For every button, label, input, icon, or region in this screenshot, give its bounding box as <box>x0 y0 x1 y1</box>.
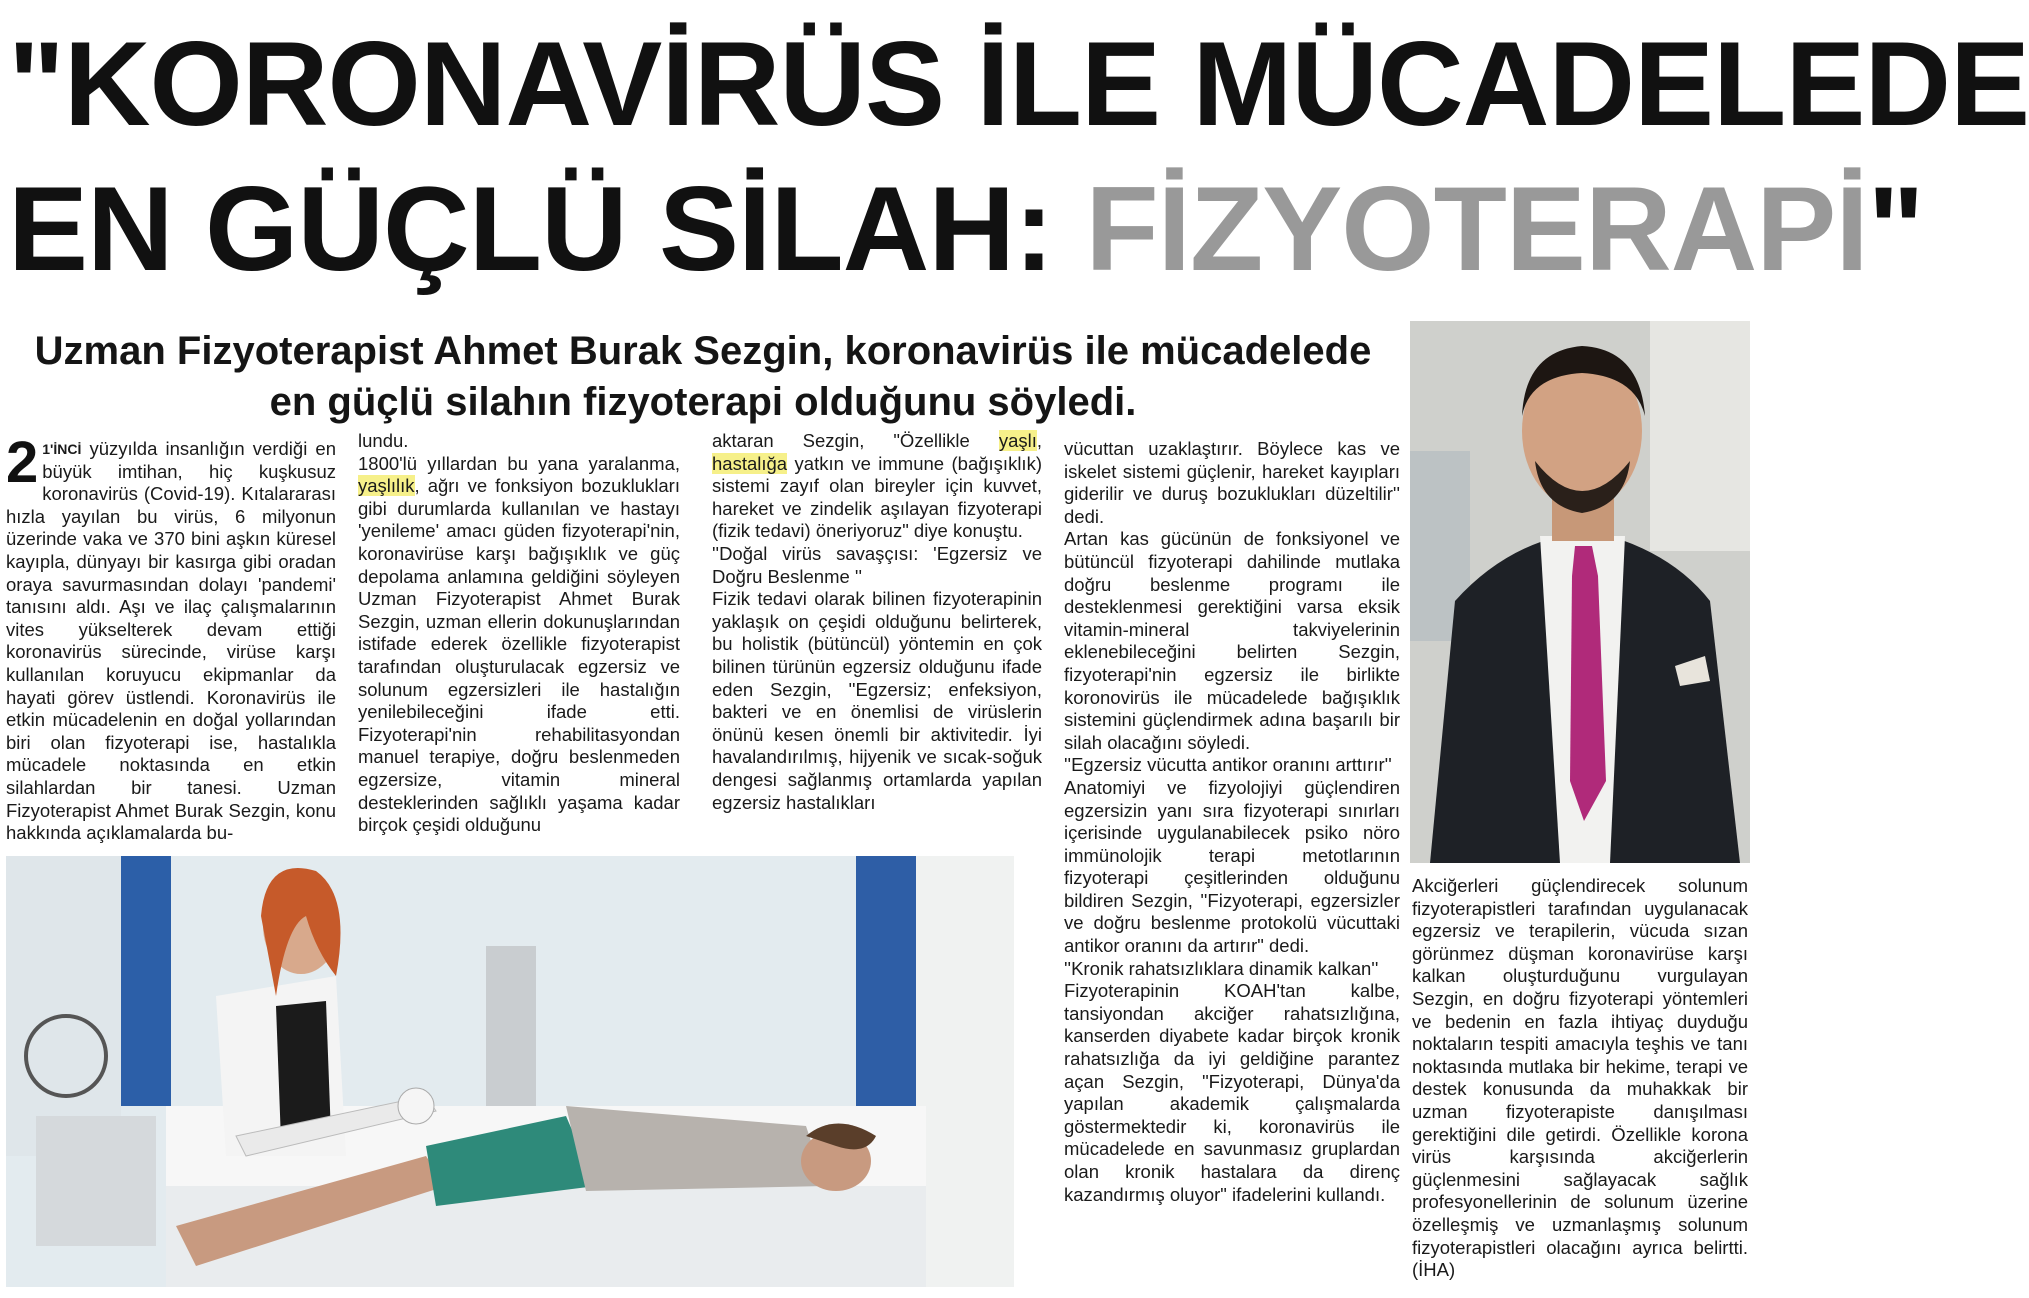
column-4-text-f: Fizyoterapinin KOAH'tan kalbe, tansiyondan akciğer rahatsızlığına, kanserden diyabete kadar birçok kronik rahatsızlığa da iyi geldiğine parantez açan Sezgin, "Fizyoterapi, Dünya'da yapılan akademik çalışmalarda göstermektedir ki, koronavirüs ile mücadelede en savunmasız gruplardan olan kronik hastalara da direnç kazandırmış oluyor" ifadelerini kullandı. <box>1064 980 1400 1205</box>
highlighted-word: hastalığa <box>712 452 788 474</box>
drop-cap: 2 <box>6 430 39 495</box>
therapy-illustration <box>6 856 1014 1287</box>
column-2-text-a: 1800'lü yıllardan bu yana yaralanma, <box>358 452 680 474</box>
therapy-photo <box>6 856 1014 1287</box>
headline-text-2: EN GÜÇLÜ SİLAH: <box>8 162 1086 296</box>
section-heading: ''Egzersiz vücutta antikor oranını arttırır'' <box>1064 754 1392 776</box>
column-2-text-b: , ağrı ve fonksiyon bozuklukları gibi durumlarda kullanılan ve hastayı 'yenileme' amacı güden fizyoterapi'nin, koronavirüse karşı bağışıklık ve güç depolama anlamına geldiğini söyleyen Uzman Fizyoterapist Ahmet Burak Sezgin, uzman ellerin dokunuşlarından istifade ederek özellikle fizyoterapist tarafından oluşturulacak egzersiz ve solunum egzersizleri ile hastalığın yenilebileceğini ifade etti. Fizyoterapi'nin rehabilitasyondan manuel terapiye, doğru beslenmeden egzersize, vitamin mineral desteklerinden sağlıklı yaşama kadar birçok çeşidi olduğunu <box>358 475 680 836</box>
headline-line-2 <box>8 162 1924 296</box>
portrait-photo <box>1410 321 1750 863</box>
highlighted-word: yaşlı <box>998 430 1037 451</box>
drop-cap-suffix: 1'İNCİ <box>42 441 82 457</box>
portrait-illustration <box>1410 321 1750 863</box>
article-column-1 <box>6 430 336 858</box>
column-4-text-a: vücuttan uzaklaştırır. Böylece kas ve iskelet sistemi güçlenir, hareket kayıpları giderilir ve duruş bozuklukları düzeltilir'' dedi. <box>1064 438 1400 527</box>
column-3-text-c: yatkın ve immune (bağışıklık) sistemi zayıf olan bireyler için kuvvet, hareket ve zindelik aşılayan fizyoterapi (fizik tedavi) öneriyoruz" diye konuştu. <box>712 452 1042 542</box>
column-3-text-a: aktaran Sezgin, "Özellikle <box>712 430 999 451</box>
column-5-text: Akciğerleri güçlendirecek solunum fizyoterapistleri tarafından uygulanacak egzersiz ve terapilerin, vücuda sızan görünmez düşman koronavirüse karşı kalkan oluşturduğunu vurgulayan Sezgin, en doğru fizyoterapi yöntemleri ve bedenin en fazla ihtiyaç duyduğu noktaların tespiti amacıyla teşhis ve tanı noktasında mutlaka bir hekime, terapi ve destek konusunda da muhakkak bir uzman fizyoterapiste danışılması gerektiğini dile getirdi. Özellikle korona virüs karşısında akciğerlerin güçlenmesini sağlayacak sağlık profesyonellerinin de solunum üzerine özelleşmiş ve uzmanlaşmış solunum fizyoterapistleri olacağını ayrıca belirtti. (İHA) <box>1412 875 1748 1281</box>
column-4-text-b: Artan kas gücünün de fonksiyonel ve bütüncül fizyoterapi dahilinde mutlaka doğru beslenme programı ile desteklenmesi gerektiğini varsa eksik vitamin-mineral takviyelerinin eklenebileceğini belirten Sezgin, fizyoterapi'nin egzersiz ile birlikte koronovirüs ile mücadelede bağışıklık sistemini güçlendirmek adına başarılı bir silah olacağını söyledi. <box>1064 528 1400 753</box>
article-column-5 <box>1412 875 1748 1285</box>
article-column-3 <box>712 430 1042 850</box>
column-1-text: yüzyılda insanlığın verdiği en büyük imtihan, hiç kuşkusuz koronavirüs (Covid-19). Kıtalararası hızla yayılan bu virüs, 6 milyonun üzerinde vaka ve 370 bini aşkın küresel kayıpla, dünyayı bir kasırga gibi oradan oraya savurmasından dolayı 'pandemi' tanısını aldı. Aşı ve ilaç çalışmalarının vites yükselterek devam ettiği koronavirüs sürecinde, virüse karşı kullanılan koruyucu ekipmanlar da hayati görev üstlendi. Koronavirüs ile etkin mücadelenin en doğal yollarından biri olan fizyoterapi ise, hastalıkla mücadele noktasında en etkin silahlardan bir tanesi. Uzman Fizyoterapist Ahmet Burak Sezgin, konu hakkında açıklamalarda bu- <box>6 438 336 844</box>
article-column-2 <box>358 430 680 850</box>
highlighted-word: yaşlılık <box>358 475 415 497</box>
article-column-4 <box>1064 438 1400 1298</box>
section-heading: ''Kronik rahatsızlıklara dinamik kalkan'' <box>1064 957 1379 979</box>
headline-text-1: "KORONAVİRÜS İLE MÜCADELEDE <box>8 17 2029 151</box>
column-2-line-1: lundu. <box>358 430 409 451</box>
headline-line-1 <box>8 17 2029 151</box>
headline-close-quote: " <box>1867 162 1924 296</box>
section-heading: ''Doğal virüs savaşçısı: 'Egzersiz ve Doğru Beslenme '' <box>712 542 1042 587</box>
column-4-text-d: Anatomiyi ve fizyolojiyi güçlendiren egzersizin yanı sıra fizyoterapi sınırları içerisinde uygulanabilecek psiko nöro immünolojik terapi metotlarının fizyoterapi çeşitlerinden olduğunu bildiren Sezgin, ''Fizyoterapi, egzersizler ve doğru beslenme protokolü vücuttaki antikor oranını da artırır" dedi. <box>1064 776 1400 957</box>
column-3-text-d: Fizik tedavi olarak bilinen fizyoterapinin yaklaşık on çeşidi olduğunu belirterek, bu holistik (bütüncül) yöntemin en çok bilinen türünün egzersiz olduğunu ifade eden Sezgin, ''Egzersiz; enfeksiyon, bakteri ve en önemlisi de virüslerin önünü kesen önemli bir aktivitedir. İyi havalandırılmış, hijyenik ve sıcak-soğuk dengesi sağlanmış ortamlarda yapılan egzersiz hastalıkları <box>712 588 1042 813</box>
headline-highlight-word: FİZYOTERAPİ <box>1085 162 1868 296</box>
subheadline: Uzman Fizyoterapist Ahmet Burak Sezgin, koronavirüs ile mücadelede en güçlü silahın fizyoterapi olduğunu söyledi. <box>34 329 1372 424</box>
column-3-text-b: , <box>1036 430 1042 451</box>
